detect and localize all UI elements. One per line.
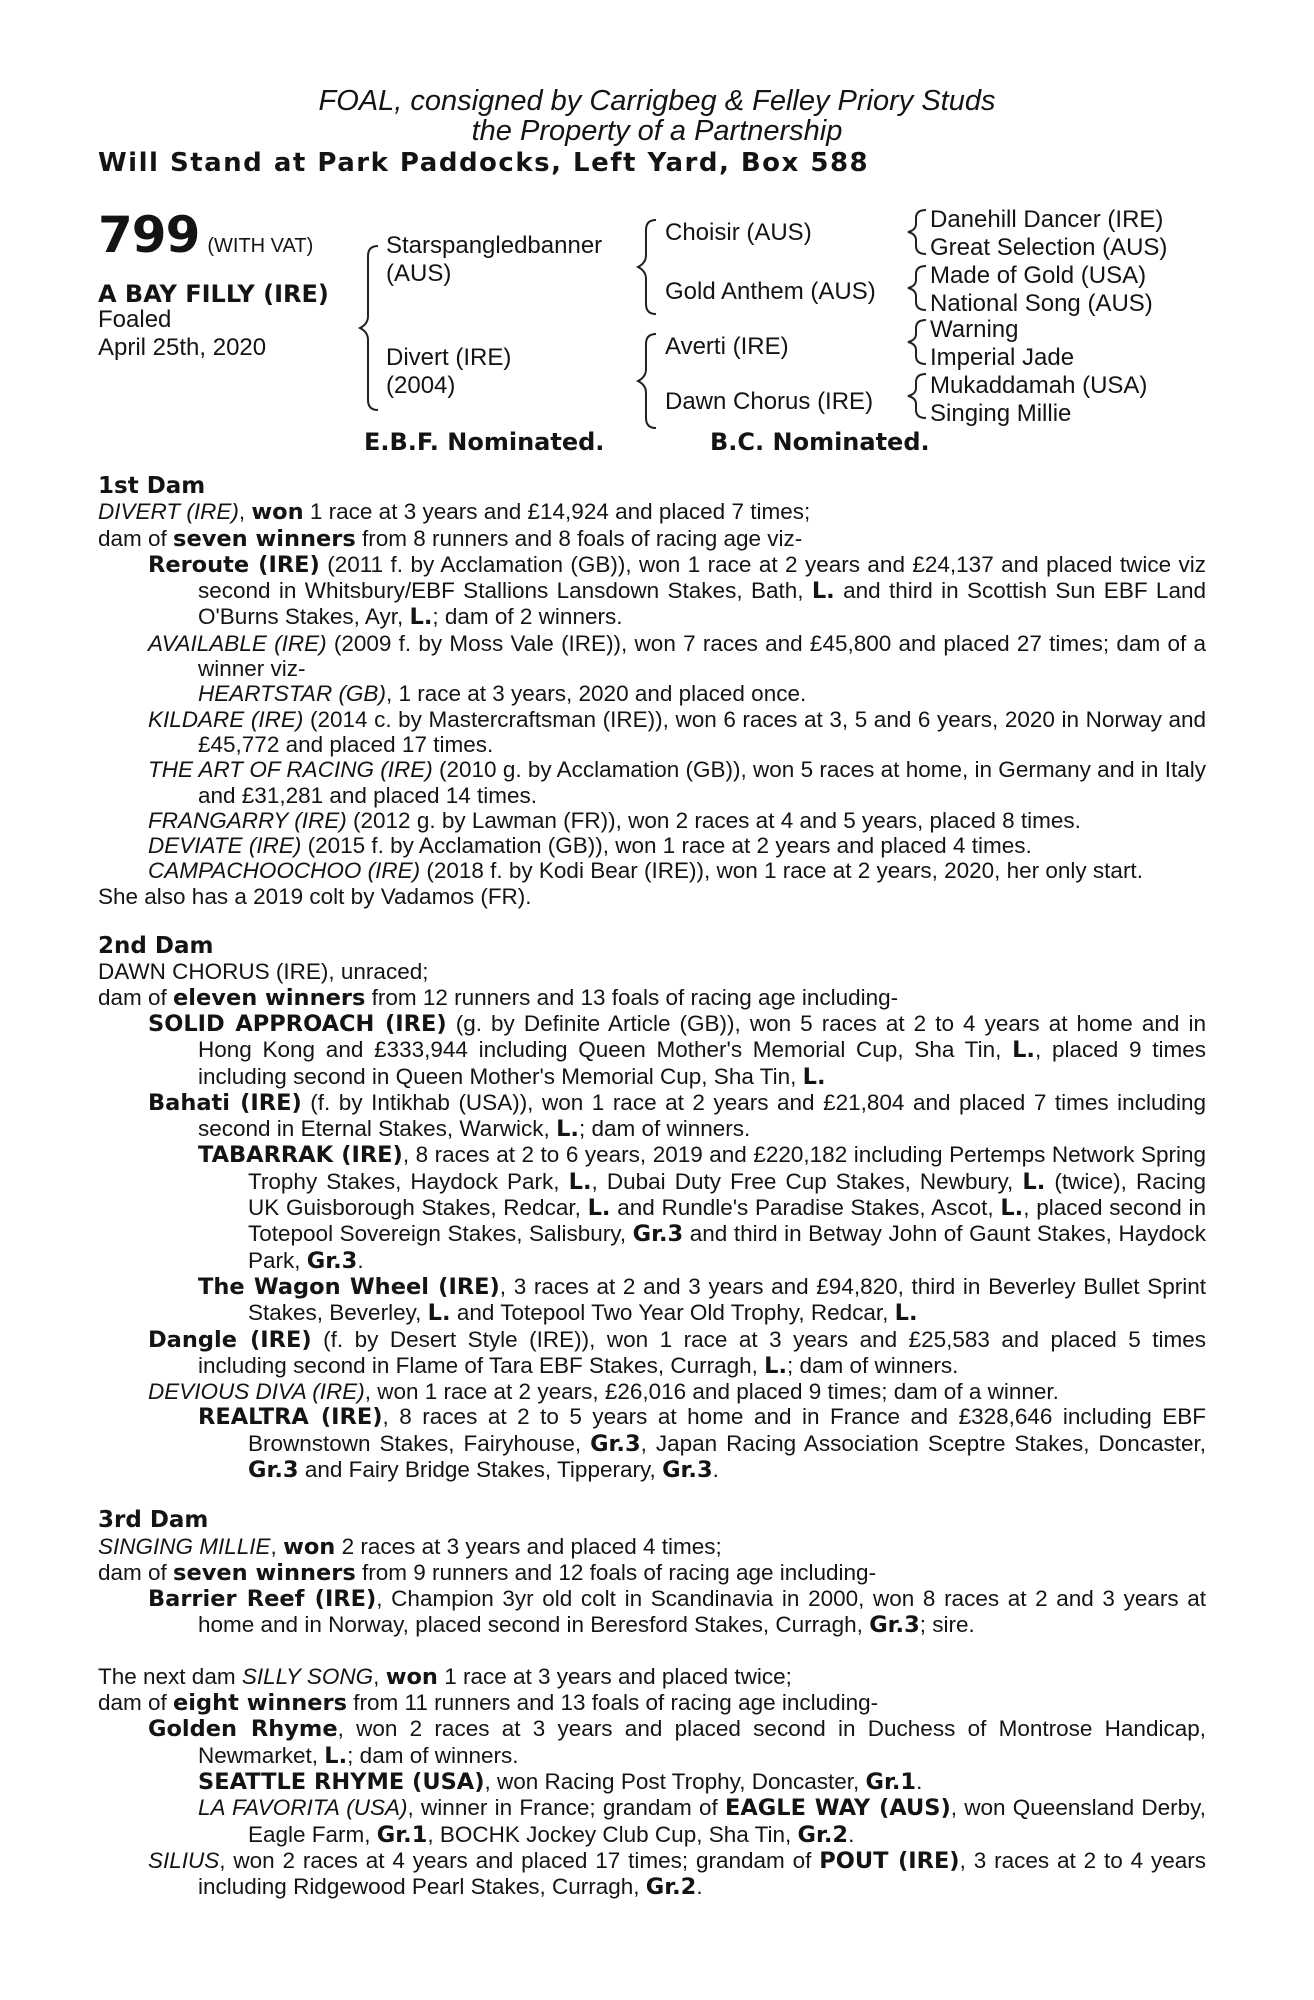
produce-entry: Reroute (IRE) (2011 f. by Acclamation (GB)), won 1 race at 2 years and £24,137 and placed twice viz second in Whitsbury/EBF Stallions Lansdown Stakes, Bath, L. and third in Scottish Sun EBF Land O'Burns Stakes, Ayr, L.; dam of 2 winners. xyxy=(148,551,1206,631)
pedigree-sire xyxy=(386,232,602,288)
pedigree-dam xyxy=(386,344,511,400)
first-dam-summary: dam of seven winners from 8 runners and 8 foals of racing age viz- xyxy=(98,525,803,552)
first-dam-heading: 1st Dam xyxy=(98,473,206,499)
produce-entry: REALTRA (IRE), 8 races at 2 to 5 years at home and in France and £328,646 including EBF Brownstown Stakes, Fairyhouse, Gr.3, Japan Racing Association Sceptre Stakes, Doncaster, Gr.3 and Fairy Bridge Stakes, Tipperary, Gr.3. xyxy=(198,1404,1206,1483)
sire-name: Starspangledbanner xyxy=(386,232,603,259)
second-dam-heading: 2nd Dam xyxy=(98,933,214,960)
produce-entry: AVAILABLE (IRE) (2009 f. by Moss Vale (IRE)), won 7 races and £45,800 and placed 27 times; dam of a winner viz- xyxy=(148,630,1206,682)
pedigree-sire-dam: Gold Anthem (AUS) xyxy=(665,278,876,305)
third-dam-heading: 3rd Dam xyxy=(98,1507,209,1534)
pedigree-dam-dam: Dawn Chorus (IRE) xyxy=(665,388,874,415)
vat-note: (WITH VAT) xyxy=(207,235,314,257)
produce-entry: HEARTSTAR (GB), 1 race at 3 years, 2020 and placed once. xyxy=(198,681,807,707)
stand-location: Will Stand at Park Paddocks, Left Yard, Box 588 xyxy=(98,148,870,178)
foaled-date: April 25th, 2020 xyxy=(98,334,267,361)
property-line: the Property of a Partnership xyxy=(471,115,843,147)
dam-name: Divert (IRE) xyxy=(386,344,512,371)
pedigree-dds: Mukaddamah (USA) xyxy=(930,372,1148,399)
pedigree-dss: Warning xyxy=(930,316,1019,343)
produce-entry: SEATTLE RHYME (USA), won Racing Post Trophy, Doncaster, Gr.1. xyxy=(198,1768,923,1795)
ebf-nomination: E.B.F. Nominated. xyxy=(364,428,605,456)
pedigree-sire-sire: Choisir (AUS) xyxy=(665,219,812,246)
pedigree-ssd: Great Selection (AUS) xyxy=(930,234,1168,261)
third-dam-summary: dam of seven winners from 9 runners and 12 foals of racing age including- xyxy=(98,1559,877,1586)
consignor-line: FOAL, consigned by Carrigbeg & Felley Priory Studs xyxy=(318,85,996,117)
second-dam-summary: dam of eleven winners from 12 runners and 13 foals of racing age including- xyxy=(98,984,899,1011)
second-dam-line: DAWN CHORUS (IRE), unraced; xyxy=(98,959,429,985)
pedigree-ddd: Singing Millie xyxy=(930,400,1072,427)
produce-entry: TABARRAK (IRE), 8 races at 2 to 6 years, 2019 and £220,182 including Pertemps Network Spring Trophy Stakes, Haydock Park, L., Dubai Duty Free Cup Stakes, Newbury, L. (twice), Racing UK Guisborough Stakes, Redcar, L. and Rundle's Paradise Stakes, Ascot, L., placed second in Totepool Sovereign Stakes, Salisbury, Gr.3 and third in Betway John of Gaunt Stakes, Haydock Park, Gr.3. xyxy=(198,1142,1207,1274)
third-dam-line: SINGING MILLIE, won 2 races at 3 years and placed 4 times; xyxy=(98,1533,722,1560)
bc-nomination: B.C. Nominated. xyxy=(710,428,930,456)
pedigree-sss: Danehill Dancer (IRE) xyxy=(930,206,1164,233)
first-dam-line: DIVERT (IRE), won 1 race at 3 years and £14,924 and placed 7 times; xyxy=(98,499,811,526)
pedigree-sdd: National Song (AUS) xyxy=(930,290,1153,317)
produce-entry: Bahati (IRE) (f. by Intikhab (USA)), won 1 race at 2 years and £21,804 and placed 7 times including second in Eternal Stakes, Warwick, L.; dam of winners. xyxy=(148,1089,1206,1143)
lot-name: A BAY FILLY (IRE) xyxy=(98,280,329,308)
pedigree-sds: Made of Gold (USA) xyxy=(930,262,1147,289)
foaled-label: Foaled xyxy=(98,306,172,333)
pedigree-dam-sire: Averti (IRE) xyxy=(665,333,789,360)
produce-record xyxy=(98,474,1206,1900)
produce-entry: FRANGARRY (IRE) (2012 g. by Lawman (FR)), won 2 races at 4 and 5 years, placed 8 times. xyxy=(148,807,1081,833)
produce-entry: CAMPACHOOCHOO (IRE) (2018 f. by Kodi Bear (IRE)), won 1 race at 2 years, 2020, her only start. xyxy=(148,858,1143,884)
fourth-dam-summary: dam of eight winners from 11 runners and 13 foals of racing age including- xyxy=(98,1690,879,1717)
pedigree-dsd: Imperial Jade xyxy=(930,344,1075,371)
produce-entry: LA FAVORITA (USA), winner in France; grandam of EAGLE WAY (AUS), won Queensland Derby, Eagle Farm, Gr.1, BOCHK Jockey Club Cup, Sha Tin, Gr.2. xyxy=(198,1795,1206,1848)
produce-entry: THE ART OF RACING (IRE) (2010 g. by Acclamation (GB)), won 5 races at home, in Germany and in Italy and £31,281 and placed 14 times. xyxy=(148,757,1206,808)
produce-entry: KILDARE (IRE) (2014 c. by Mastercraftsman (IRE)), won 6 races at 3, 5 and 6 years, 2020 in Norway and £45,772 and placed 17 times. xyxy=(148,706,1207,757)
dam-year: (2004) xyxy=(386,372,456,399)
produce-entry: DEVIOUS DIVA (IRE), won 1 race at 2 years, £26,016 and placed 9 times; dam of a winner. xyxy=(148,1379,1059,1405)
produce-entry: The Wagon Wheel (IRE), 3 races at 2 and 3 years and £94,820, third in Beverley Bullet Sprint Stakes, Beverley, L. and Totepool Two Year Old Trophy, Redcar, L. xyxy=(198,1273,1206,1327)
produce-entry: Golden Rhyme, won 2 races at 3 years and placed second in Duchess of Montrose Handicap, Newmarket, L.; dam of winners. xyxy=(148,1716,1206,1769)
additional-produce: She also has a 2019 colt by Vadamos (FR). xyxy=(98,883,532,909)
fourth-dam-line: The next dam SILLY SONG, won 1 race at 3 years and placed twice; xyxy=(98,1663,792,1690)
produce-entry: Dangle (IRE) (f. by Desert Style (IRE)), won 1 race at 3 years and £25,583 and placed 5 times including second in Flame of Tara EBF Stakes, Curragh, L.; dam of winners. xyxy=(148,1326,1206,1379)
produce-entry: DEVIATE (IRE) (2015 f. by Acclamation (GB)), won 1 race at 2 years and placed 4 times. xyxy=(148,833,1032,859)
produce-entry: SILIUS, won 2 races at 4 years and placed 17 times; grandam of POUT (IRE), 3 races at 2 to 4 years including Ridgewood Pearl Stakes, Curragh, Gr.2. xyxy=(148,1847,1206,1901)
sire-origin: (AUS) xyxy=(386,260,452,287)
produce-entry: SOLID APPROACH (IRE) (g. by Definite Article (GB)), won 5 races at 2 to 4 years at home and in Hong Kong and £333,944 including Queen Mother's Memorial Cup, Sha Tin, L., placed 9 times including second in Queen Mother's Memorial Cup, Sha Tin, L. xyxy=(148,1010,1206,1090)
produce-entry: Barrier Reef (IRE), Champion 3yr old colt in Scandinavia in 2000, won 8 races at 2 and 3 years at home and in Norway, placed second in Beresford Stakes, Curragh, Gr.3; sire. xyxy=(148,1586,1206,1639)
lot-number: 799 xyxy=(98,206,200,264)
